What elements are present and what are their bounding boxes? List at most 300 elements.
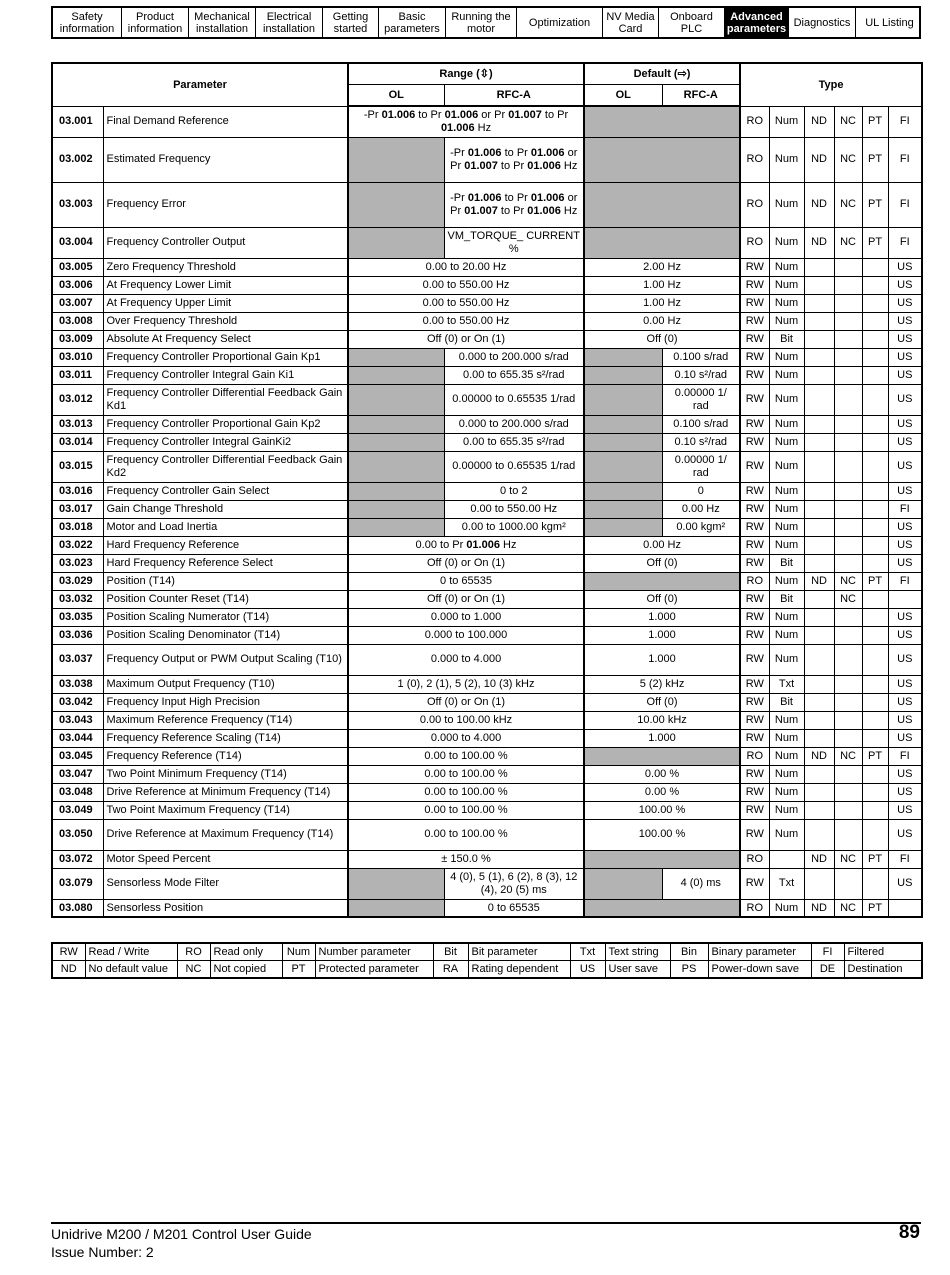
type-attribute: Num bbox=[769, 626, 804, 644]
parameter-name: Frequency Reference (T14) bbox=[103, 747, 348, 765]
default-value: 0.00 % bbox=[584, 783, 740, 801]
parameter-table bbox=[51, 62, 923, 918]
type-attribute bbox=[804, 729, 834, 747]
type-attribute bbox=[862, 590, 888, 608]
type-attribute: RW bbox=[740, 608, 769, 626]
table-row bbox=[52, 106, 922, 137]
type-attribute bbox=[804, 500, 834, 518]
type-attribute: RW bbox=[740, 433, 769, 451]
default-value: 1.000 bbox=[584, 644, 740, 675]
type-attribute: RW bbox=[740, 868, 769, 899]
type-attribute: PT bbox=[862, 106, 888, 137]
type-attribute bbox=[804, 590, 834, 608]
range-value: 0.000 to 1.000 bbox=[348, 608, 584, 626]
range-ol-na bbox=[348, 415, 444, 433]
default-value: 100.00 % bbox=[584, 801, 740, 819]
nav-tab-advanced-parameters[interactable]: Advanced parameters bbox=[725, 8, 789, 37]
table-row bbox=[52, 227, 922, 258]
range-rfca-value: 0.00 to 655.35 s²/rad bbox=[444, 433, 584, 451]
type-attribute: PT bbox=[862, 572, 888, 590]
type-attribute: ND bbox=[804, 899, 834, 917]
table-row bbox=[52, 644, 922, 675]
type-attribute: RO bbox=[740, 572, 769, 590]
nav-tab-basic-parameters[interactable]: Basic parameters bbox=[379, 8, 446, 37]
type-attribute bbox=[804, 482, 834, 500]
type-attribute: PT bbox=[862, 899, 888, 917]
range-ol-na bbox=[348, 384, 444, 415]
default-ol-na bbox=[584, 518, 662, 536]
parameter-name: Sensorless Mode Filter bbox=[103, 868, 348, 899]
range-ol-na bbox=[348, 433, 444, 451]
type-attribute bbox=[862, 348, 888, 366]
type-attribute bbox=[862, 644, 888, 675]
type-attribute bbox=[834, 482, 862, 500]
nav-tab-ul-listing[interactable]: UL Listing bbox=[865, 16, 914, 29]
default-na bbox=[584, 572, 740, 590]
table-row bbox=[52, 433, 922, 451]
default-ol-na bbox=[584, 415, 662, 433]
table-row bbox=[52, 608, 922, 626]
legend-code: Bit bbox=[433, 943, 468, 961]
legend-code: DE bbox=[811, 961, 844, 979]
type-attribute: ND bbox=[804, 747, 834, 765]
type-attribute bbox=[862, 433, 888, 451]
range-rfca-value: 0.00 to 655.35 s²/rad bbox=[444, 366, 584, 384]
default-rfca-value: 0.10 s²/rad bbox=[662, 366, 740, 384]
range-value: 0.000 to 100.000 bbox=[348, 626, 584, 644]
range-value: 0 to 65535 bbox=[348, 572, 584, 590]
type-attribute: Txt bbox=[769, 868, 804, 899]
parameter-name: Frequency Controller Gain Select bbox=[103, 482, 348, 500]
range-ol-na bbox=[348, 348, 444, 366]
legend-meaning: Number parameter bbox=[315, 943, 433, 961]
table-row bbox=[52, 572, 922, 590]
type-attribute: RW bbox=[740, 711, 769, 729]
type-attribute: ND bbox=[804, 572, 834, 590]
default-ol-na bbox=[584, 500, 662, 518]
default-rfca-value: 0.100 s/rad bbox=[662, 348, 740, 366]
type-attribute: Num bbox=[769, 294, 804, 312]
table-row bbox=[52, 747, 922, 765]
type-legend-table bbox=[51, 942, 923, 979]
parameter-name: Two Point Minimum Frequency (T14) bbox=[103, 765, 348, 783]
range-value: ± 150.0 % bbox=[348, 850, 584, 868]
parameter-number: 03.006 bbox=[52, 276, 103, 294]
type-attribute bbox=[862, 783, 888, 801]
table-row bbox=[52, 482, 922, 500]
type-attribute bbox=[834, 415, 862, 433]
default-ol-na bbox=[584, 868, 662, 899]
type-attribute bbox=[834, 312, 862, 330]
range-rfca-value: 0.00 to 550.00 Hz bbox=[444, 500, 584, 518]
type-attribute: NC bbox=[834, 572, 862, 590]
default-ol-na bbox=[584, 384, 662, 415]
type-attribute bbox=[804, 258, 834, 276]
type-attribute: Num bbox=[769, 608, 804, 626]
type-attribute: Num bbox=[769, 572, 804, 590]
default-value: 1.00 Hz bbox=[584, 294, 740, 312]
legend-meaning: Not copied bbox=[210, 961, 282, 979]
nav-tab-mechanical-installation[interactable]: Mechanical installation bbox=[189, 8, 256, 37]
type-attribute: ND bbox=[804, 137, 834, 182]
parameter-name: Maximum Reference Frequency (T14) bbox=[103, 711, 348, 729]
type-attribute: Bit bbox=[769, 693, 804, 711]
default-value: 1.00 Hz bbox=[584, 276, 740, 294]
type-attribute bbox=[834, 693, 862, 711]
type-attribute: RO bbox=[740, 106, 769, 137]
table-row bbox=[52, 899, 922, 917]
range-value: 0.00 to 100.00 % bbox=[348, 819, 584, 850]
footer-rule bbox=[51, 1222, 921, 1224]
default-value: Off (0) bbox=[584, 330, 740, 348]
parameter-name: Zero Frequency Threshold bbox=[103, 258, 348, 276]
table-row bbox=[52, 451, 922, 482]
type-attribute bbox=[862, 384, 888, 415]
type-attribute: US bbox=[888, 608, 922, 626]
range-ol-na bbox=[348, 500, 444, 518]
table-row bbox=[52, 348, 922, 366]
range-rfca-value: 0 to 65535 bbox=[444, 899, 584, 917]
type-attribute: Num bbox=[769, 182, 804, 227]
default-value: Off (0) bbox=[584, 693, 740, 711]
type-attribute: Bit bbox=[769, 330, 804, 348]
type-attribute: US bbox=[888, 801, 922, 819]
type-attribute bbox=[888, 590, 922, 608]
type-attribute bbox=[862, 801, 888, 819]
type-attribute: Num bbox=[769, 644, 804, 675]
type-attribute: Num bbox=[769, 801, 804, 819]
nav-tab-safety-information[interactable]: Safety information bbox=[53, 8, 122, 37]
default-value: 5 (2) kHz bbox=[584, 675, 740, 693]
header-default-rfca: RFC-A bbox=[662, 85, 740, 107]
type-attribute bbox=[834, 258, 862, 276]
default-na bbox=[584, 747, 740, 765]
type-attribute: Num bbox=[769, 899, 804, 917]
default-na bbox=[584, 137, 740, 182]
parameter-name: Two Point Maximum Frequency (T14) bbox=[103, 801, 348, 819]
range-value: Off (0) or On (1) bbox=[348, 330, 584, 348]
type-attribute: FI bbox=[888, 137, 922, 182]
type-attribute bbox=[862, 711, 888, 729]
parameter-name: Gain Change Threshold bbox=[103, 500, 348, 518]
range-ol-na bbox=[348, 482, 444, 500]
parameter-name: Hard Frequency Reference bbox=[103, 536, 348, 554]
type-attribute bbox=[804, 312, 834, 330]
range-rfca-value: -Pr 01.006 to Pr 01.006 or Pr 01.007 to Pr 01.006 Hz bbox=[444, 182, 584, 227]
parameter-name: Frequency Controller Proportional Gain Kp1 bbox=[103, 348, 348, 366]
parameter-number: 03.002 bbox=[52, 137, 103, 182]
type-attribute bbox=[834, 801, 862, 819]
parameter-name: Frequency Reference Scaling (T14) bbox=[103, 729, 348, 747]
table-row bbox=[52, 783, 922, 801]
header-default-ol: OL bbox=[584, 85, 662, 107]
parameter-name: Position Counter Reset (T14) bbox=[103, 590, 348, 608]
table-row bbox=[52, 384, 922, 415]
type-attribute: FI bbox=[888, 500, 922, 518]
nav-tab-running-the-motor[interactable]: Running the motor bbox=[446, 8, 517, 37]
range-value: 0.00 to 100.00 % bbox=[348, 747, 584, 765]
type-attribute: RW bbox=[740, 384, 769, 415]
type-attribute bbox=[804, 384, 834, 415]
default-ol-na bbox=[584, 482, 662, 500]
legend-code: Txt bbox=[570, 943, 605, 961]
type-attribute: Num bbox=[769, 227, 804, 258]
range-value: 0.00 to 550.00 Hz bbox=[348, 294, 584, 312]
header-type: Type bbox=[740, 63, 922, 106]
type-attribute: RW bbox=[740, 819, 769, 850]
parameter-name: Over Frequency Threshold bbox=[103, 312, 348, 330]
type-attribute bbox=[834, 729, 862, 747]
nav-tab-electrical-installation[interactable]: Electrical installation bbox=[256, 8, 323, 37]
type-attribute: RW bbox=[740, 675, 769, 693]
table-row bbox=[52, 626, 922, 644]
type-attribute bbox=[804, 366, 834, 384]
table-row bbox=[52, 276, 922, 294]
table-row bbox=[52, 312, 922, 330]
default-value: 100.00 % bbox=[584, 819, 740, 850]
legend-meaning: Bit parameter bbox=[468, 943, 570, 961]
legend-code: PS bbox=[670, 961, 708, 979]
header-range-rfca: RFC-A bbox=[444, 85, 584, 107]
type-attribute bbox=[834, 675, 862, 693]
legend-meaning: Binary parameter bbox=[708, 943, 811, 961]
table-row bbox=[52, 415, 922, 433]
nav-tab-getting-started[interactable]: Getting started bbox=[323, 8, 379, 37]
type-attribute bbox=[862, 765, 888, 783]
parameter-name: Frequency Controller Output bbox=[103, 227, 348, 258]
legend-code: US bbox=[570, 961, 605, 979]
type-attribute bbox=[862, 868, 888, 899]
type-attribute: PT bbox=[862, 850, 888, 868]
type-attribute bbox=[862, 415, 888, 433]
range-rfca-value: 0.00000 to 0.65535 1/rad bbox=[444, 384, 584, 415]
type-attribute: RW bbox=[740, 729, 769, 747]
range-value: Off (0) or On (1) bbox=[348, 590, 584, 608]
parameter-name: Frequency Controller Proportional Gain Kp2 bbox=[103, 415, 348, 433]
parameter-number: 03.037 bbox=[52, 644, 103, 675]
footer-guide-title: Unidrive M200 / M201 Control User Guide bbox=[51, 1226, 312, 1242]
type-attribute: NC bbox=[834, 182, 862, 227]
legend-row bbox=[52, 943, 922, 961]
legend-code: FI bbox=[811, 943, 844, 961]
parameter-number: 03.080 bbox=[52, 899, 103, 917]
table-row bbox=[52, 693, 922, 711]
parameter-number: 03.038 bbox=[52, 675, 103, 693]
parameter-number: 03.029 bbox=[52, 572, 103, 590]
type-attribute: Num bbox=[769, 765, 804, 783]
table-row bbox=[52, 850, 922, 868]
type-attribute bbox=[804, 415, 834, 433]
type-attribute: US bbox=[888, 729, 922, 747]
type-attribute bbox=[862, 554, 888, 572]
legend-code: Bin bbox=[670, 943, 708, 961]
type-attribute: RW bbox=[740, 258, 769, 276]
header-parameter: Parameter bbox=[52, 63, 348, 106]
type-attribute bbox=[862, 294, 888, 312]
parameter-number: 03.042 bbox=[52, 693, 103, 711]
parameter-name: Frequency Controller Integral Gain Ki1 bbox=[103, 366, 348, 384]
type-attribute: US bbox=[888, 258, 922, 276]
type-attribute bbox=[834, 765, 862, 783]
type-attribute bbox=[862, 536, 888, 554]
table-row bbox=[52, 711, 922, 729]
type-attribute: RW bbox=[740, 366, 769, 384]
type-attribute bbox=[862, 693, 888, 711]
type-attribute: Num bbox=[769, 711, 804, 729]
parameter-number: 03.012 bbox=[52, 384, 103, 415]
range-rfca-value: VM_TORQUE_ CURRENT % bbox=[444, 227, 584, 258]
table-row bbox=[52, 819, 922, 850]
parameter-number: 03.014 bbox=[52, 433, 103, 451]
type-attribute: RO bbox=[740, 137, 769, 182]
type-attribute bbox=[834, 711, 862, 729]
default-rfca-value: 0.100 s/rad bbox=[662, 415, 740, 433]
type-attribute: PT bbox=[862, 747, 888, 765]
type-attribute bbox=[834, 868, 862, 899]
type-attribute: Num bbox=[769, 312, 804, 330]
parameter-name: Motor Speed Percent bbox=[103, 850, 348, 868]
type-attribute: US bbox=[888, 415, 922, 433]
type-attribute bbox=[804, 868, 834, 899]
parameter-name: At Frequency Upper Limit bbox=[103, 294, 348, 312]
type-attribute: Num bbox=[769, 518, 804, 536]
type-attribute bbox=[862, 608, 888, 626]
type-attribute: RW bbox=[740, 482, 769, 500]
type-attribute: US bbox=[888, 366, 922, 384]
default-na bbox=[584, 106, 740, 137]
type-attribute bbox=[804, 626, 834, 644]
nav-tab-nv-media-card[interactable]: NV Media Card bbox=[603, 8, 659, 37]
type-attribute bbox=[834, 536, 862, 554]
parameter-number: 03.004 bbox=[52, 227, 103, 258]
range-value: 0.00 to 550.00 Hz bbox=[348, 312, 584, 330]
nav-tab-onboard-plc[interactable]: Onboard PLC bbox=[659, 8, 725, 37]
type-attribute bbox=[862, 518, 888, 536]
type-attribute bbox=[862, 626, 888, 644]
type-attribute: NC bbox=[834, 747, 862, 765]
type-attribute: FI bbox=[888, 747, 922, 765]
type-attribute bbox=[834, 433, 862, 451]
table-row bbox=[52, 500, 922, 518]
header-default: Default (⇨) bbox=[584, 63, 740, 85]
nav-tab-diagnostics[interactable]: Diagnostics bbox=[789, 8, 856, 37]
parameter-number: 03.048 bbox=[52, 783, 103, 801]
type-attribute: Num bbox=[769, 500, 804, 518]
type-attribute: Num bbox=[769, 415, 804, 433]
type-attribute bbox=[804, 536, 834, 554]
range-value: 1 (0), 2 (1), 5 (2), 10 (3) kHz bbox=[348, 675, 584, 693]
type-attribute bbox=[834, 276, 862, 294]
legend-meaning: User save bbox=[605, 961, 670, 979]
legend-meaning: Rating dependent bbox=[468, 961, 570, 979]
range-value: 0.00 to 100.00 % bbox=[348, 801, 584, 819]
type-attribute bbox=[834, 294, 862, 312]
default-value: 10.00 kHz bbox=[584, 711, 740, 729]
type-attribute: US bbox=[888, 711, 922, 729]
type-attribute: Num bbox=[769, 482, 804, 500]
default-na bbox=[584, 850, 740, 868]
default-ol-na bbox=[584, 433, 662, 451]
type-attribute: US bbox=[888, 783, 922, 801]
parameter-name: Maximum Output Frequency (T10) bbox=[103, 675, 348, 693]
type-attribute bbox=[834, 366, 862, 384]
type-attribute: Num bbox=[769, 783, 804, 801]
type-attribute: Num bbox=[769, 433, 804, 451]
type-attribute: US bbox=[888, 693, 922, 711]
type-attribute: US bbox=[888, 312, 922, 330]
type-attribute: Bit bbox=[769, 590, 804, 608]
nav-tab-optimization[interactable]: Optimization bbox=[517, 8, 603, 37]
table-row bbox=[52, 554, 922, 572]
parameter-number: 03.017 bbox=[52, 500, 103, 518]
parameter-number: 03.018 bbox=[52, 518, 103, 536]
type-attribute: RW bbox=[740, 536, 769, 554]
type-attribute: US bbox=[888, 536, 922, 554]
legend-meaning: Power-down save bbox=[708, 961, 811, 979]
default-rfca-value: 0.10 s²/rad bbox=[662, 433, 740, 451]
type-attribute bbox=[804, 783, 834, 801]
type-attribute bbox=[834, 384, 862, 415]
type-attribute: Bit bbox=[769, 554, 804, 572]
parameter-number: 03.015 bbox=[52, 451, 103, 482]
parameter-name: Position Scaling Numerator (T14) bbox=[103, 608, 348, 626]
type-attribute bbox=[862, 258, 888, 276]
table-row bbox=[52, 366, 922, 384]
table-row bbox=[52, 590, 922, 608]
type-attribute: RO bbox=[740, 182, 769, 227]
parameter-name: Frequency Output or PWM Output Scaling (T10) bbox=[103, 644, 348, 675]
type-attribute bbox=[804, 608, 834, 626]
type-attribute: US bbox=[888, 348, 922, 366]
default-value: 1.000 bbox=[584, 626, 740, 644]
table-row bbox=[52, 294, 922, 312]
type-attribute bbox=[804, 433, 834, 451]
type-attribute: RW bbox=[740, 626, 769, 644]
legend-meaning: Destination bbox=[844, 961, 922, 979]
parameter-number: 03.007 bbox=[52, 294, 103, 312]
parameter-name: Position Scaling Denominator (T14) bbox=[103, 626, 348, 644]
type-attribute: Num bbox=[769, 137, 804, 182]
range-rfca-value: 0.000 to 200.000 s/rad bbox=[444, 415, 584, 433]
table-row bbox=[52, 801, 922, 819]
type-attribute: NC bbox=[834, 590, 862, 608]
parameter-name: Final Demand Reference bbox=[103, 106, 348, 137]
type-attribute bbox=[804, 518, 834, 536]
nav-tab-product-information[interactable]: Product information bbox=[122, 8, 189, 37]
range-ol-na bbox=[348, 899, 444, 917]
type-attribute: US bbox=[888, 626, 922, 644]
legend-code: NC bbox=[177, 961, 210, 979]
type-attribute: Num bbox=[769, 366, 804, 384]
type-attribute: PT bbox=[862, 227, 888, 258]
type-attribute: US bbox=[888, 675, 922, 693]
type-attribute: RW bbox=[740, 348, 769, 366]
type-attribute bbox=[804, 801, 834, 819]
type-attribute: US bbox=[888, 294, 922, 312]
parameter-number: 03.043 bbox=[52, 711, 103, 729]
type-attribute bbox=[862, 819, 888, 850]
type-attribute bbox=[804, 294, 834, 312]
default-ol-na bbox=[584, 451, 662, 482]
default-value: Off (0) bbox=[584, 554, 740, 572]
type-attribute bbox=[862, 451, 888, 482]
range-ol-na bbox=[348, 518, 444, 536]
type-attribute bbox=[804, 675, 834, 693]
parameter-number: 03.047 bbox=[52, 765, 103, 783]
default-ol-na bbox=[584, 366, 662, 384]
range-rfca-value: 0 to 2 bbox=[444, 482, 584, 500]
parameter-name: Frequency Controller Integral GainKi2 bbox=[103, 433, 348, 451]
